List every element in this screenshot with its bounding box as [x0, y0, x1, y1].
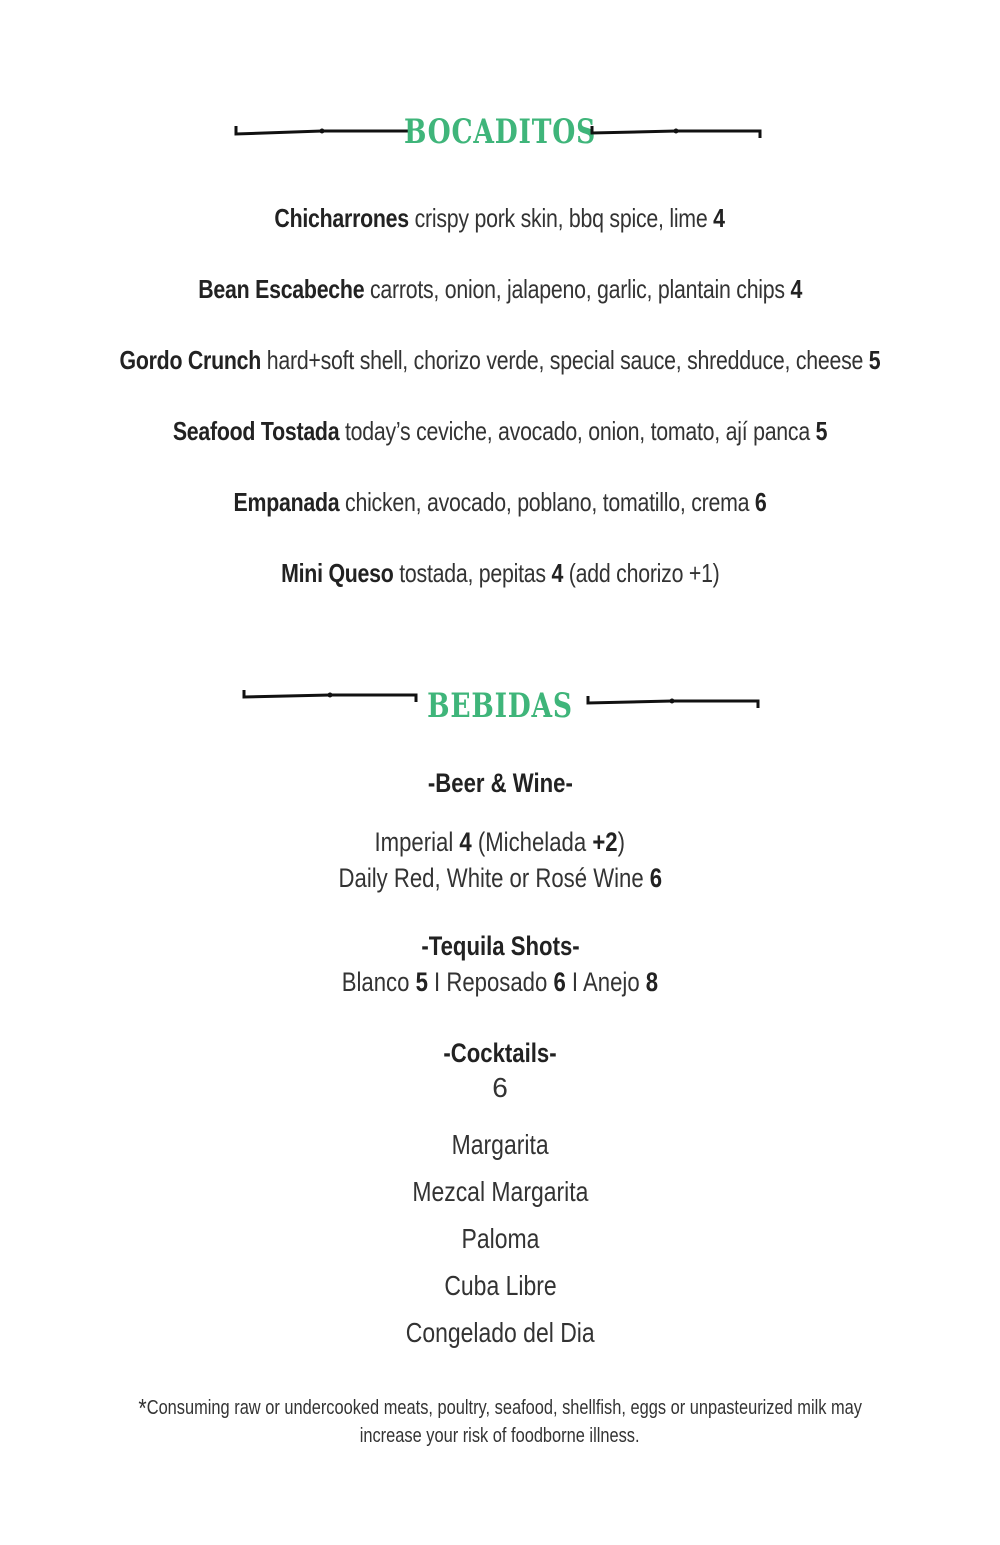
anejo-price: 8 [645, 967, 659, 997]
tequila-heading: -Tequila Shots- [420, 931, 580, 961]
wine-label: Daily Red, White or Rosé Wine [338, 863, 650, 893]
cocktail-item: Congelado del Dia [405, 1317, 595, 1348]
michelada-close: ) [617, 827, 626, 857]
menu-item [0, 196, 1000, 267]
tequila-line [342, 964, 658, 1000]
menu-item [0, 267, 1000, 338]
imperial-price: 4 [459, 827, 472, 857]
bocaditos-header [0, 112, 1000, 162]
menu-item [0, 551, 1000, 622]
imperial-label: Imperial [374, 827, 460, 857]
item-price: 4 [551, 558, 563, 588]
michelada-label: (Michelada [471, 827, 593, 857]
item-description: carrots, onion, jalapeno, garlic, plantain chips [364, 274, 791, 304]
item-description: chicken, avocado, poblano, tomatillo, crema [339, 487, 755, 517]
cocktail-item: Mezcal Margarita [411, 1176, 589, 1207]
item-extra: (add chorizo +1) [562, 558, 720, 588]
cocktail-item: Cuba Libre [443, 1270, 557, 1301]
item-description: hard+soft shell, chorizo verde, special sauce, shredduce, cheese [261, 345, 869, 375]
bebidas-header [0, 686, 1000, 736]
disclaimer [0, 1394, 1000, 1450]
blanco-label: Blanco [341, 967, 416, 997]
beer-wine-heading: -Beer & Wine- [427, 768, 573, 798]
item-description: tostada, pepitas [393, 558, 552, 588]
section-title-bocaditos: BOCADITOS [403, 112, 597, 152]
bocaditos-list [0, 196, 1000, 622]
blanco-price: 5 [415, 967, 428, 997]
disclaimer-line-1: Consuming raw or undercooked meats, poultry, seafood, shellfish, eggs or unpasteurized milk may [146, 1397, 862, 1419]
reposado-label: I Reposado [427, 967, 554, 997]
item-price: 5 [815, 416, 828, 446]
section-title-bebidas: BEBIDAS [427, 686, 573, 726]
cocktails-price: 6 [492, 1072, 508, 1103]
item-name: Seafood Tostada [172, 416, 340, 446]
beer-wine-section [0, 764, 1000, 896]
tequila-section [0, 928, 1000, 1000]
menu-item [0, 480, 1000, 551]
menu-item [0, 409, 1000, 480]
item-price: 6 [754, 487, 767, 517]
wine-line [338, 860, 662, 896]
cocktail-item: Margarita [451, 1129, 549, 1160]
item-price: 4 [713, 203, 726, 233]
cocktails-heading: -Cocktails- [443, 1038, 557, 1068]
cocktails-section [0, 1035, 1000, 1356]
item-name: Empanada [233, 487, 340, 517]
item-description: crispy pork skin, bbq spice, lime [409, 203, 714, 233]
michelada-price: +2 [592, 827, 618, 857]
reposado-price: 6 [553, 967, 566, 997]
item-name: Bean Escabeche [198, 274, 365, 304]
disclaimer-asterisk: * [138, 1393, 147, 1423]
disclaimer-line-2: increase your risk of foodborne illness. [360, 1425, 640, 1447]
right-ornament-icon [590, 112, 770, 152]
anejo-label: I Anejo [565, 967, 646, 997]
item-name: Mini Queso [280, 558, 394, 588]
item-price: 4 [790, 274, 802, 304]
imperial-line [375, 824, 625, 860]
item-description: today’s ceviche, avocado, onion, tomato, ají panca [339, 416, 816, 446]
wine-price: 6 [649, 863, 662, 893]
cocktail-item: Paloma [461, 1223, 539, 1254]
item-price: 5 [868, 345, 881, 375]
right-ornament-icon [584, 686, 764, 726]
item-name: Chicharrones [274, 203, 410, 233]
menu-item [0, 338, 1000, 409]
item-name: Gordo Crunch [119, 345, 262, 375]
